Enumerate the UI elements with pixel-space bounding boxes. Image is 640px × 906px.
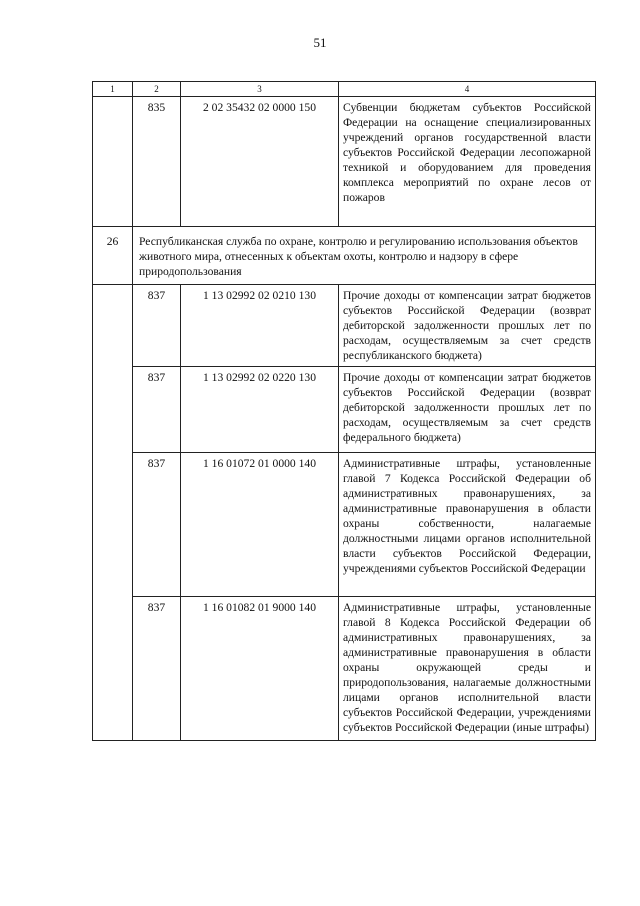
kbk-code-cell: 1 16 01072 01 0000 140: [181, 453, 339, 597]
description-cell: Прочие доходы от компенсации затрат бюджетов субъектов Российской Федерации (возврат дебиторской задолженности прошлых лет по расходам, осуществляемым за счет средств республиканского бюджета): [339, 285, 596, 367]
kbk-code-cell: 1 13 02992 02 0210 130: [181, 285, 339, 367]
column-number-row: [93, 82, 596, 97]
admin-code-cell: 837: [133, 367, 181, 453]
admin-code-cell: 837: [133, 285, 181, 367]
table-row: [93, 597, 596, 741]
section-title-cell: Республиканская служба по охране, контролю и регулированию использования объектов животного мира, отнесенных к объектам охоты, контролю и надзору в сфере природопользования: [133, 227, 596, 285]
column-number: 3: [181, 82, 339, 97]
table-row: [93, 367, 596, 453]
table-row: [93, 285, 596, 367]
column-number: 1: [93, 82, 133, 97]
section-number-cell: 26: [93, 227, 133, 285]
admin-code-cell: 835: [133, 97, 181, 227]
column-number: 4: [339, 82, 596, 97]
table-row: [93, 97, 596, 227]
empty-number-cell: [93, 285, 133, 367]
section-row: [93, 227, 596, 285]
table-row: [93, 453, 596, 597]
description-cell: Субвенции бюджетам субъектов Российской Федерации на оснащение специализированных учреждений органов государственной власти субъектов Российской Федерации лесопожарной техникой и оборудованием для проведения комплекса мероприятий по охране лесов от пожаров: [339, 97, 596, 227]
kbk-code-cell: 1 13 02992 02 0220 130: [181, 367, 339, 453]
revenue-classification-table: [92, 81, 596, 741]
empty-number-cell: [93, 453, 133, 597]
empty-number-cell: [93, 367, 133, 453]
page-number: 51: [313, 35, 327, 50]
admin-code-cell: 837: [133, 453, 181, 597]
empty-number-cell: [93, 597, 133, 741]
kbk-code-cell: 1 16 01082 01 9000 140: [181, 597, 339, 741]
description-cell: Прочие доходы от компенсации затрат бюджетов субъектов Российской Федерации (возврат дебиторской задолженности прошлых лет по расходам, осуществляемым за счет средств федерального бюджета): [339, 367, 596, 453]
description-cell: Административные штрафы, установленные главой 7 Кодекса Российской Федерации об административных правонарушениях, за административные правонарушения в области охраны собственности, налагаемые должностными лицами органов исполнительной власти субъектов Российской Федерации, учреждениями субъектов Российской Федерации: [339, 453, 596, 597]
admin-code-cell: 837: [133, 597, 181, 741]
empty-number-cell: [93, 97, 133, 227]
kbk-code-cell: 2 02 35432 02 0000 150: [181, 97, 339, 227]
description-cell: Административные штрафы, установленные главой 8 Кодекса Российской Федерации об административных правонарушениях, за административные правонарушения в области охраны окружающей среды и природопользования, налагаемые должностными лицами органов исполнительной власти субъектов Российской Федерации, учреждениями субъектов Российской Федерации (иные штрафы): [339, 597, 596, 741]
column-number: 2: [133, 82, 181, 97]
